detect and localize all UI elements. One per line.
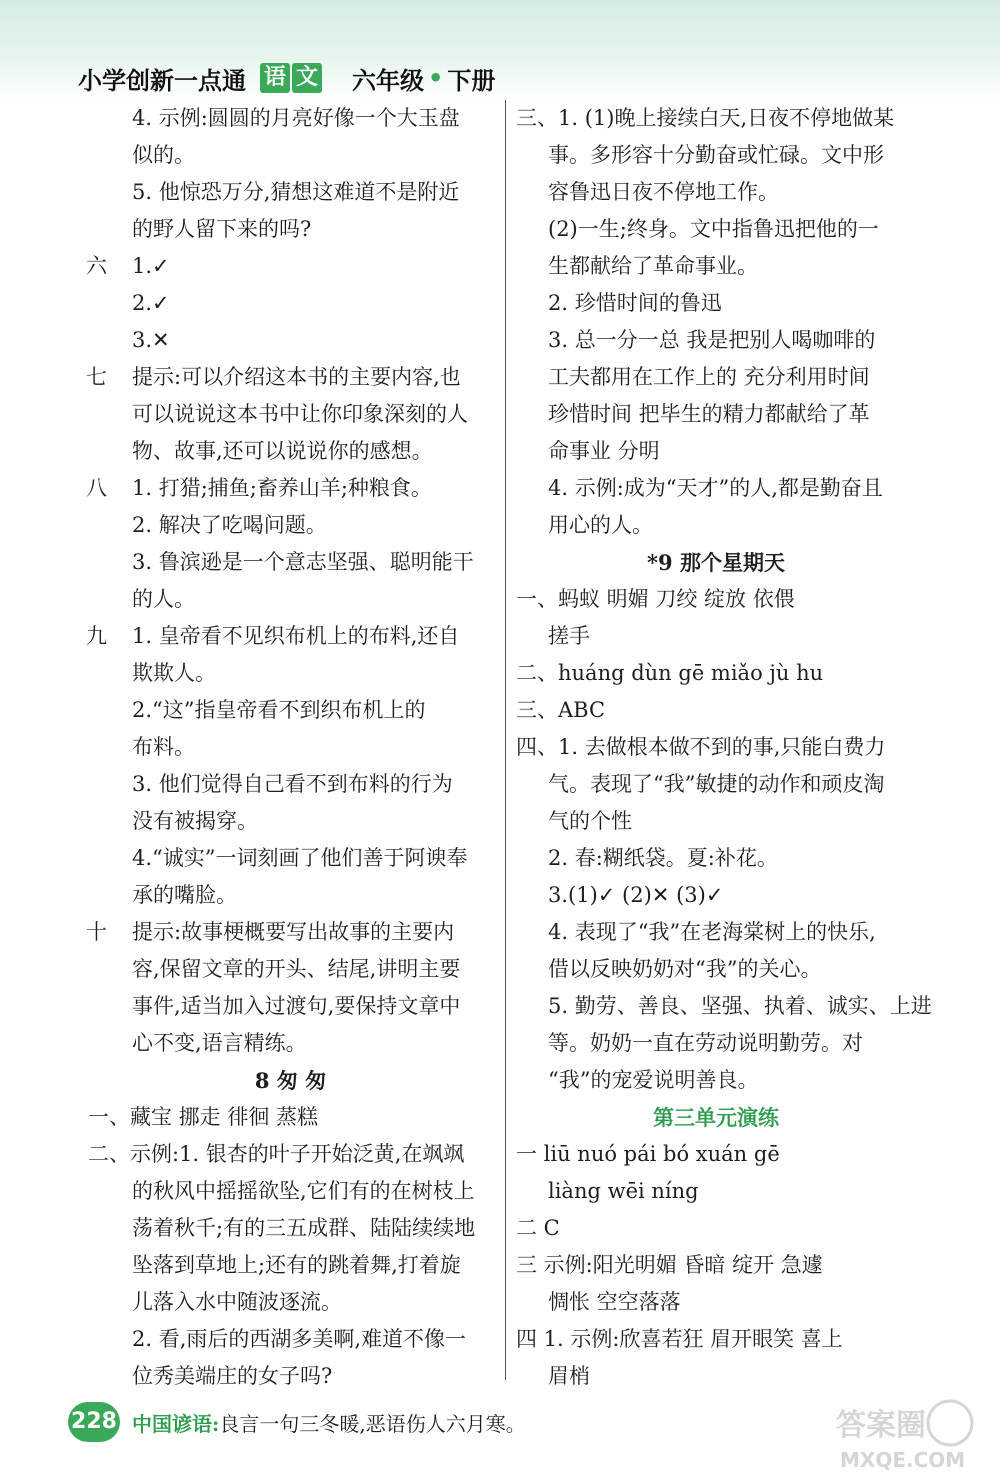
answer-line — [88, 322, 493, 359]
section-label: 九 — [86, 624, 107, 648]
answer-text: 4. 表现了“我”在老海棠树上的快乐, — [548, 920, 876, 944]
answer-text: 2.“这”指皇帝看不到织布机上的 — [132, 698, 426, 722]
answer-text: 1.✓ — [132, 254, 170, 278]
answer-line — [516, 100, 916, 137]
answer-line — [516, 433, 916, 470]
answer-text: 三、ABC — [516, 698, 606, 722]
header-dot: • — [428, 64, 444, 92]
subject-char-1: 语 — [260, 63, 290, 93]
answer-text: 三、1. (1)晚上接续白天,日夜不停地做某 — [516, 106, 895, 130]
answer-text: 3.✕ — [132, 328, 170, 352]
answer-text: 一 liū nuó pái bó xuán gē — [516, 1142, 780, 1166]
answer-line — [516, 137, 916, 174]
answer-text: 借以反映奶奶对“我”的关心。 — [548, 957, 822, 981]
volume-label: 下册 — [447, 66, 496, 95]
answer-text: 容鲁迅日夜不停地工作。 — [548, 180, 779, 204]
answer-line — [88, 914, 493, 951]
answer-line — [516, 692, 916, 729]
answer-text: 物、故事,还可以说说你的感想。 — [132, 439, 433, 463]
answer-text: 似的。 — [132, 143, 195, 167]
answer-line — [88, 470, 493, 507]
answer-text: 气。表现了“我”敏捷的动作和顽皮淘 — [548, 772, 885, 796]
answer-text: 布料。 — [132, 735, 195, 759]
page-footer — [68, 1402, 526, 1442]
answer-text: 4. 示例:圆圆的月亮好像一个大玉盘 — [132, 106, 460, 130]
answer-line — [88, 544, 493, 581]
answer-text: 2. 春:糊纸袋。夏:补花。 — [548, 846, 778, 870]
answer-line — [88, 1284, 493, 1321]
answer-line — [516, 285, 916, 322]
answer-text: 工夫都用在工作上的 充分利用时间 — [548, 365, 870, 389]
answer-text: 二 C — [516, 1216, 560, 1240]
answer-text: 四、1. 去做根本做不到的事,只能白费力 — [516, 735, 886, 759]
answer-line — [516, 840, 916, 877]
answer-line — [88, 1025, 493, 1062]
answer-text: (2)一生;终身。文中指鲁迅把他的一 — [548, 217, 879, 241]
answer-text: 气的个性 — [548, 809, 632, 833]
answer-text: 3.(1)✓ (2)✕ (3)✓ — [548, 883, 724, 907]
answer-line — [88, 988, 493, 1025]
answer-line — [88, 692, 493, 729]
answer-text: 生都献给了革命事业。 — [548, 254, 758, 278]
grade-label: 六年级 — [352, 66, 424, 95]
answer-text: 4.“诚实”一词刻画了他们善于阿谀奉 — [132, 846, 468, 870]
answer-line — [516, 359, 916, 396]
answer-text: 欺欺人。 — [132, 661, 216, 685]
answer-line — [516, 877, 916, 914]
answer-text: 事。多形容十分勤奋或忙碌。文中形 — [548, 143, 884, 167]
answer-line — [88, 803, 493, 840]
answer-line — [516, 581, 916, 618]
answer-line — [516, 914, 916, 951]
answer-line — [88, 507, 493, 544]
answer-line — [88, 174, 493, 211]
answer-line — [88, 396, 493, 433]
answer-text: 儿落入水中随波逐流。 — [132, 1290, 342, 1314]
lesson-title: *9 那个星期天 — [647, 550, 785, 575]
answer-line — [516, 1358, 916, 1395]
column-divider — [505, 100, 506, 1380]
answer-text: 2.✓ — [132, 291, 170, 315]
answer-line — [88, 285, 493, 322]
answer-text: 的人。 — [132, 587, 195, 611]
answer-text: 容,保留文章的开头、结尾,讲明主要 — [132, 957, 461, 981]
answer-text: 二、示例:1. 银杏的叶子开始泛黄,在飒飒 — [88, 1142, 465, 1166]
answer-line — [88, 766, 493, 803]
answer-text: 珍惜时间 把毕生的精力都献给了革 — [548, 402, 870, 426]
answer-line — [88, 359, 493, 396]
answer-text: 用心的人。 — [548, 513, 653, 537]
answer-line — [88, 1358, 493, 1395]
answer-line — [516, 1321, 916, 1358]
answer-line — [516, 729, 916, 766]
answer-text: 1. 皇帝看不见织布机上的布料,还自 — [132, 624, 460, 648]
answer-text: 提示:可以介绍这本书的主要内容,也 — [132, 365, 461, 389]
answer-line — [516, 988, 932, 1025]
answer-line — [516, 396, 916, 433]
answer-text: 承的嘴脸。 — [132, 883, 237, 907]
answer-line — [88, 433, 493, 470]
answer-text: 事件,适当加入过渡句,要保持文章中 — [132, 994, 461, 1018]
subject-badge — [260, 63, 324, 93]
answer-text: 1. 打猎;捕鱼;畜养山羊;种粮食。 — [132, 476, 432, 500]
answer-line — [88, 1136, 493, 1173]
series-title: 小学创新一点通 — [78, 66, 246, 95]
answer-line — [516, 1173, 916, 1210]
answer-text: 可以说说这本书中让你印象深刻的人 — [132, 402, 468, 426]
answer-text: liàng wēi níng — [548, 1179, 699, 1203]
answer-line — [88, 729, 493, 766]
answer-text: 位秀美端庄的女子吗? — [132, 1364, 333, 1388]
answer-line — [88, 137, 493, 174]
answer-text: 一、藏宝 挪走 徘徊 蒸糕 — [88, 1105, 319, 1129]
proverb-text: 良言一句三冬暖,恶语伤人六月寒。 — [219, 1411, 526, 1436]
answer-line — [516, 618, 916, 655]
answer-line — [88, 581, 493, 618]
answer-line — [88, 211, 493, 248]
section-label: 六 — [86, 254, 107, 278]
answer-line — [88, 877, 493, 914]
answer-line — [516, 1210, 916, 1247]
answer-line — [516, 766, 916, 803]
answer-line — [516, 322, 916, 359]
answer-text: 2. 珍惜时间的鲁迅 — [548, 291, 722, 315]
answer-text: 二、huáng dùn gē miǎo jù hu — [516, 661, 824, 685]
watermark-logo — [830, 1395, 980, 1475]
answer-line — [88, 655, 493, 692]
watermark-text: 答案圈 — [836, 1408, 926, 1443]
answer-text: 等。奶奶一直在劳动说明勤劳。对 — [548, 1031, 863, 1055]
answer-line — [516, 1062, 916, 1099]
answer-text: 2. 看,雨后的西湖多美啊,难道不像一 — [132, 1327, 467, 1351]
answer-text: 3. 他们觉得自己看不到布料的行为 — [132, 772, 453, 796]
answer-text: 没有被揭穿。 — [132, 809, 258, 833]
answer-text: 的野人留下来的吗? — [132, 217, 312, 241]
answer-text: 的秋风中摇摇欲坠,它们有的在树枝上 — [132, 1179, 475, 1203]
answer-text: 四 1. 示例:欣喜若狂 眉开眼笑 喜上 — [516, 1327, 843, 1351]
answer-line — [88, 1321, 493, 1358]
answer-text: 荡着秋千;有的三五成群、陆陆续续地 — [132, 1216, 476, 1240]
answer-line — [516, 211, 916, 248]
subject-char-2: 文 — [292, 63, 322, 93]
proverb-label: 中国谚语: — [132, 1411, 220, 1436]
section-label: 八 — [86, 476, 107, 500]
answer-text: “我”的宠爱说明善良。 — [548, 1068, 759, 1092]
answer-text: 提示:故事梗概要写出故事的主要内 — [132, 920, 455, 944]
answer-line — [516, 803, 916, 840]
answer-line — [516, 1247, 916, 1284]
answer-text: 3. 总一分一总 我是把别人喝咖啡的 — [548, 328, 876, 352]
answer-text: 心不变,语言精练。 — [132, 1031, 307, 1055]
answer-text: 搓手 — [548, 624, 590, 648]
answer-text: 5. 他惊恐万分,猜想这难道不是附近 — [132, 180, 460, 204]
answer-text: 惆怅 空空落落 — [548, 1290, 681, 1314]
answer-line — [88, 100, 493, 137]
unit-title: 第三单元演练 — [653, 1105, 779, 1130]
answer-line — [516, 1025, 916, 1062]
answer-line — [516, 1284, 916, 1321]
answer-text: 一、蚂蚁 明媚 刀绞 绽放 依偎 — [516, 587, 795, 611]
answer-line — [88, 1247, 493, 1284]
answer-line — [88, 840, 493, 877]
answer-text: 5. 勤劳、善良、坚强、执着、诚实、上进 — [548, 994, 932, 1018]
answer-line — [88, 1210, 493, 1247]
answer-line — [516, 248, 916, 285]
answer-text: 眉梢 — [548, 1364, 590, 1388]
page-header — [78, 58, 495, 98]
answer-line — [88, 951, 493, 988]
answer-text: 4. 示例:成为“天才”的人,都是勤奋且 — [548, 476, 883, 500]
answer-line — [88, 618, 493, 655]
answer-line — [516, 470, 916, 507]
answer-line — [516, 1136, 916, 1173]
lesson-title: 8 匆 匆 — [254, 1068, 327, 1093]
answer-line — [88, 248, 493, 285]
watermark-url: MXQE.COM — [840, 1448, 966, 1472]
answer-text: 2. 解决了吃喝问题。 — [132, 513, 327, 537]
answer-line — [516, 655, 916, 692]
answer-line — [516, 951, 916, 988]
section-label: 七 — [86, 365, 107, 389]
page-number: 228 — [68, 1402, 120, 1442]
answer-line — [88, 1099, 493, 1136]
answer-text: 三 示例:阳光明媚 昏暗 绽开 急遽 — [516, 1253, 823, 1277]
answer-line — [88, 1173, 493, 1210]
answer-text: 命事业 分明 — [548, 439, 660, 463]
answer-text: 3. 鲁滨逊是一个意志坚强、聪明能干 — [132, 550, 474, 574]
section-label: 十 — [86, 920, 107, 944]
answer-line — [516, 507, 916, 544]
answer-line — [516, 174, 916, 211]
answer-text: 坠落到草地上;还有的跳着舞,打着旋 — [132, 1253, 461, 1277]
